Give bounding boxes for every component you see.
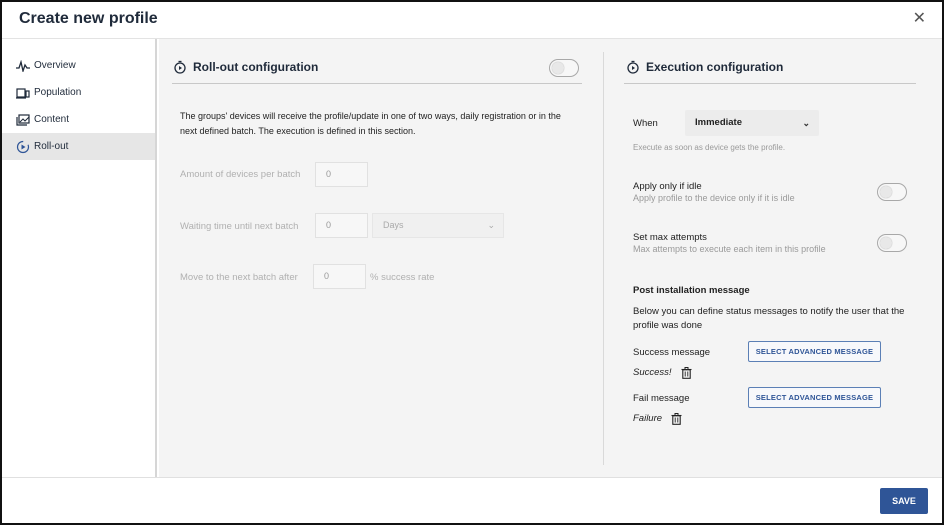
- waiting-time-label: Waiting time until next batch: [180, 221, 299, 232]
- when-select[interactable]: [685, 110, 819, 136]
- sidebar-item-label: Roll-out: [34, 141, 69, 152]
- max-attempts-label: Set max attempts: [633, 232, 707, 243]
- next-batch-suffix: % success rate: [370, 272, 435, 283]
- sidebar-item-content[interactable]: [2, 106, 155, 133]
- toggle-knob: [880, 237, 892, 249]
- apply-idle-label: Apply only if idle: [633, 181, 702, 192]
- post-install-title: Post installation message: [633, 285, 750, 296]
- execution-title-divider: [624, 83, 916, 84]
- sidebar-item-population[interactable]: [2, 79, 155, 106]
- fail-advanced-message-button[interactable]: SELECT ADVANCED MESSAGE: [748, 387, 881, 408]
- trash-icon[interactable]: [671, 412, 682, 424]
- execution-section-title: [626, 60, 783, 74]
- rollout-icon: [16, 140, 30, 154]
- save-button[interactable]: SAVE: [880, 488, 928, 514]
- devices-icon: [16, 86, 30, 100]
- fail-message-value: Failure: [633, 413, 663, 424]
- stopwatch-icon: [626, 60, 640, 74]
- next-batch-input[interactable]: 0: [313, 264, 366, 289]
- sidebar-item-overview[interactable]: [2, 52, 155, 79]
- rollout-toggle[interactable]: [549, 59, 579, 77]
- main-content: [159, 39, 942, 477]
- rollout-title-divider: [172, 83, 582, 84]
- max-attempts-hint: Max attempts to execute each item in this profile: [633, 244, 826, 254]
- when-label: When: [633, 118, 658, 129]
- apply-idle-toggle[interactable]: [877, 183, 907, 201]
- close-icon[interactable]: ✕: [912, 10, 926, 27]
- chevron-down-icon: ⌄: [802, 118, 810, 128]
- sidebar-item-label: Population: [34, 87, 82, 98]
- success-message-value: Success!: [633, 367, 672, 378]
- column-divider: [603, 52, 604, 465]
- stopwatch-icon: [173, 60, 187, 74]
- sidebar: [2, 39, 157, 477]
- devices-per-batch-input[interactable]: 0: [315, 162, 368, 187]
- when-select-value: Immediate: [695, 117, 742, 128]
- toggle-knob: [552, 62, 564, 74]
- rollout-description: The groups' devices will receive the profile/update in one of two ways, daily registration or in the next defined batch. The execution is defined in this section.: [180, 111, 561, 136]
- sidebar-item-rollout[interactable]: [2, 133, 155, 160]
- trash-icon[interactable]: [681, 366, 692, 378]
- max-attempts-toggle[interactable]: [877, 234, 907, 252]
- dialog-title: Create new profile: [19, 10, 158, 27]
- devices-per-batch-label: Amount of devices per batch: [180, 169, 301, 180]
- dialog-footer: [2, 477, 942, 523]
- rollout-section-title: [173, 60, 318, 74]
- dialog-header: [2, 2, 942, 39]
- pulse-icon: [16, 59, 30, 73]
- next-batch-label: Move to the next batch after: [180, 272, 298, 283]
- waiting-time-unit-value: Days: [383, 220, 404, 230]
- chevron-down-icon: ⌄: [487, 220, 495, 230]
- fail-message-label: Fail message: [633, 393, 690, 404]
- when-hint: Execute as soon as device gets the profile.: [633, 143, 786, 152]
- image-stack-icon: [16, 113, 30, 127]
- sidebar-item-label: Content: [34, 114, 70, 125]
- waiting-time-unit-select[interactable]: [372, 213, 504, 238]
- waiting-time-input[interactable]: 0: [315, 213, 368, 238]
- post-install-description: Below you can define status messages to notify the user that the profile was done: [633, 306, 905, 331]
- rollout-title-text: Roll-out configuration: [193, 60, 319, 74]
- toggle-knob: [880, 186, 892, 198]
- execution-title-text: Execution configuration: [646, 60, 784, 74]
- sidebar-item-label: Overview: [34, 60, 76, 71]
- success-advanced-message-button[interactable]: SELECT ADVANCED MESSAGE: [748, 341, 881, 362]
- success-message-label: Success message: [633, 347, 711, 358]
- apply-idle-hint: Apply profile to the device only if it is idle: [633, 193, 795, 203]
